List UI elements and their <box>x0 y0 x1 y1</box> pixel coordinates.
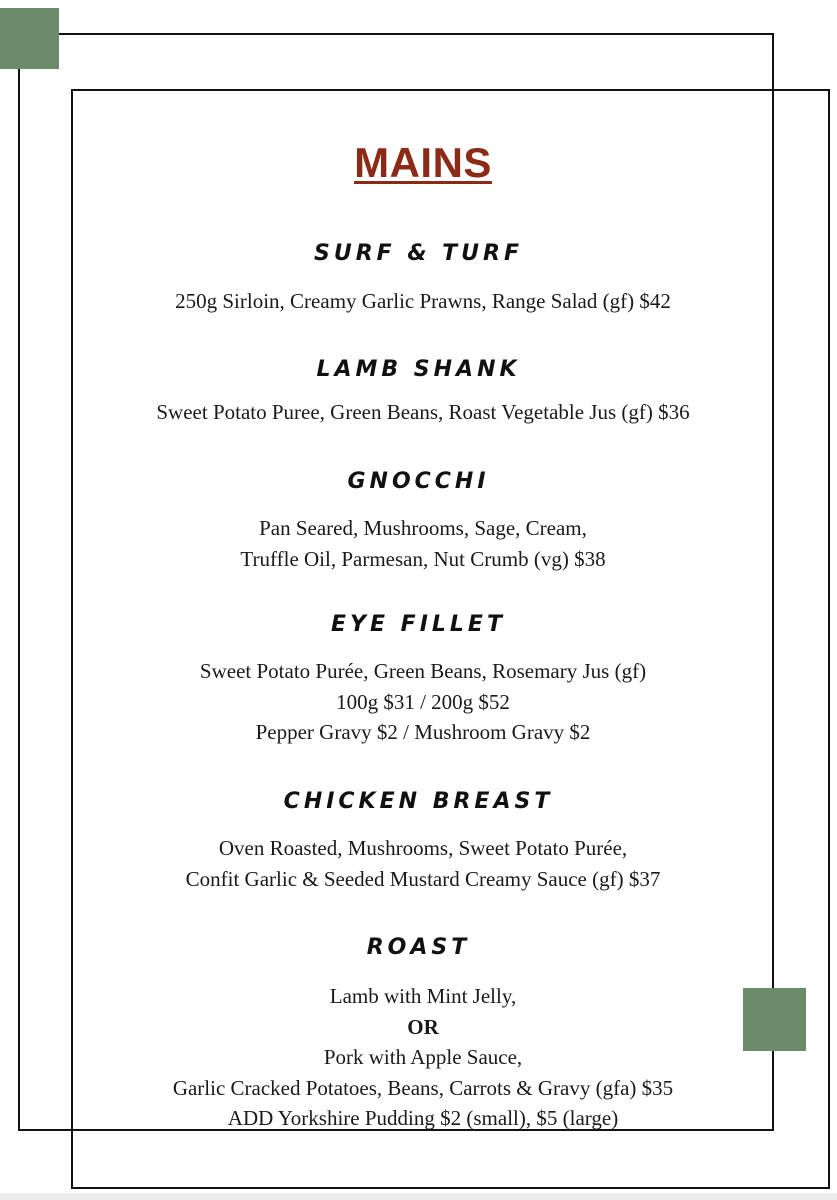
dish-desc-eye-fillet <box>0 656 837 748</box>
dish-line: Pan Seared, Mushrooms, Sage, Cream, <box>259 516 587 540</box>
dish-name-roast: ROAST <box>366 935 471 960</box>
dish-desc-gnocchi <box>0 513 837 574</box>
dish-desc-surf-turf <box>0 286 837 317</box>
dish-line: Confit Garlic & Seeded Mustard Creamy Sauce (gf) $37 <box>185 866 661 891</box>
menu-title: MAINS <box>354 139 492 186</box>
dish-name-lamb-shank: LAMB SHANK <box>316 357 521 382</box>
dish-name-surf-turf: SURF & TURF <box>313 241 524 266</box>
decorative-square-top <box>0 8 59 69</box>
dish-line-part: Pork with Apple Sauce, <box>323 1045 523 1069</box>
dish-desc-chicken-breast <box>0 833 837 894</box>
dish-line: 100g $31 / 200g $52 <box>336 689 510 714</box>
dish-desc-roast <box>0 981 837 1134</box>
dish-line: Sweet Potato Puree, Green Beans, Roast Vegetable Jus (gf) $36 <box>156 400 690 424</box>
dish-name-eye-fillet: EYE FILLET <box>331 612 506 637</box>
dish-desc-lamb-shank <box>0 397 837 428</box>
dish-line <box>0 981 837 1073</box>
dish-line: Oven Roasted, Mushrooms, Sweet Potato Purée, <box>218 836 628 860</box>
dish-name-chicken-breast: CHICKEN BREAST <box>283 789 554 814</box>
dish-line: Sweet Potato Purée, Green Beans, Rosemary Jus (gf) <box>199 659 647 683</box>
page-bottom-edge <box>0 1193 837 1200</box>
dish-line: Pepper Gravy $2 / Mushroom Gravy $2 <box>255 720 591 744</box>
dish-line: ADD Yorkshire Pudding $2 (small), $5 (large) <box>227 1106 619 1130</box>
dish-line: Truffle Oil, Parmesan, Nut Crumb (vg) $38 <box>240 546 606 571</box>
dish-line-part: Lamb with Mint Jelly, <box>329 984 517 1008</box>
dish-line: Garlic Cracked Potatoes, Beans, Carrots & Gravy (gfa) $35 <box>172 1075 674 1100</box>
dish-name-gnocchi: GNOCCHI <box>347 469 490 494</box>
or-emphasis: OR <box>407 1014 439 1039</box>
dish-line: 250g Sirloin, Creamy Garlic Prawns, Range Salad (gf) $42 <box>175 289 671 313</box>
